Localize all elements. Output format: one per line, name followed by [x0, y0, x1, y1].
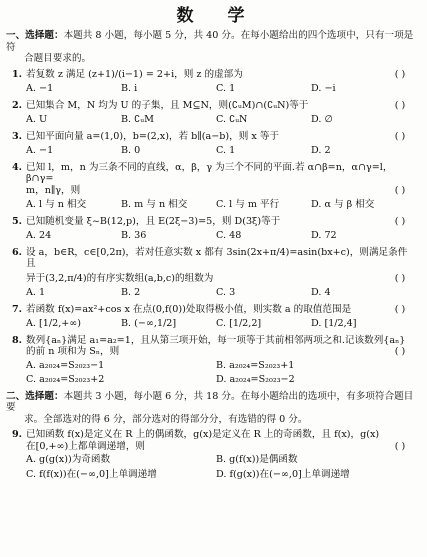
option-c: C. 48 [216, 230, 242, 242]
option-c: C. [1/2,2] [216, 318, 262, 330]
option-d: D. −i [311, 83, 336, 95]
question-number: 8. [12, 334, 23, 346]
option-b: B. ∁ᵤM [121, 114, 154, 126]
question-number: 5. [12, 215, 23, 227]
question-2 [6, 100, 415, 126]
page-title: 数 学 [176, 6, 259, 26]
option-a: A. −1 [26, 83, 54, 95]
answer-paren: ( ) [394, 184, 406, 196]
answer-paren: ( ) [394, 346, 406, 358]
section-instructions-cont: 合题目要求的。 [24, 53, 92, 65]
option-a: A. l 与 n 相交 [26, 199, 87, 211]
answer-paren: ( ) [394, 215, 406, 227]
section-label: 一、选择题： [6, 30, 64, 42]
option-d: D. 4 [311, 287, 331, 299]
option-b: B. i [121, 83, 138, 95]
question-9 [6, 429, 415, 480]
question-number: 4. [12, 161, 23, 173]
question-stem: 已知随机变量 ξ~B(12,p)，且 E(2ξ−3)=5，则 D(3ξ)等于 [26, 215, 281, 227]
question-stem: 数列{aₙ}满足 a₁=a₂=1，且从第三项开始，每一项等于其前相邻两项之和.记该数列{aₙ} [26, 334, 406, 346]
question-number: 6. [12, 246, 23, 258]
question-stem: 设 a，b∈R，c∈[0,2π)，若对任意实数 x 都有 3sin(2x+π/4)=asin(bx+c)，则满足条件且 [26, 246, 408, 270]
option-b: B. a₂₀₂₄=S₂₀₂₃+1 [216, 359, 295, 371]
question-4 [6, 162, 415, 211]
question-stem-cont: 的前 n 项和为 Sₙ，则 [26, 346, 120, 358]
question-stem: 若复数 z 满足 (z+1)/(i−1) = 2+i，则 z 的虚部为 [26, 68, 243, 80]
option-a: A. [1/2,+∞) [26, 318, 82, 330]
question-1 [6, 69, 415, 95]
section-instructions-cont: 求。全部选对的得 6 分，部分选对的得部分分，有选错的得 0 分。 [24, 413, 308, 425]
option-d: D. α 与 β 相交 [311, 199, 375, 211]
answer-paren: ( ) [394, 272, 406, 284]
question-5 [6, 216, 415, 242]
question-stem-cont: 在[0,+∞)上都单调递增，则 [26, 440, 146, 452]
option-c: C. ∁ᵤN [216, 114, 248, 126]
option-a: A. U [26, 114, 48, 126]
option-c: C. 1 [216, 145, 236, 157]
section-instructions: 本题共 3 小题，每小题 6 分，共 18 分。在每小题给出的选项中，有多项符合题目要 [6, 390, 414, 414]
option-c: C. f(f(x))在(−∞,0]上单调递增 [26, 468, 157, 480]
option-d: D. ∅ [311, 114, 333, 126]
option-d: D. 2 [311, 145, 331, 157]
answer-paren: ( ) [394, 440, 406, 452]
option-d: D. f(g(x))在(−∞,0]上单调递增 [216, 468, 350, 480]
option-d: D. a₂₀₂₄=S₂₀₂₃−2 [216, 374, 295, 386]
option-b: B. (−∞,1/2] [121, 318, 177, 330]
question-stem: 已知平面向量 a=(1,0)，b=(2,x)，若 b∥(a−b)，则 x 等于 [26, 130, 280, 142]
question-stem: 已知集合 M，N 均为 U 的子集，且 M⊆N，则(∁ᵤM)∩(∁ᵤN)等于 [26, 99, 309, 111]
section-label: 二、选择题： [6, 390, 64, 402]
option-a: A. 1 [26, 287, 46, 299]
option-b: B. 2 [121, 287, 141, 299]
option-c: C. 3 [216, 287, 236, 299]
option-b: B. 0 [121, 145, 141, 157]
option-c: C. l 与 m 平行 [216, 199, 280, 211]
option-d: D. [1/2,4] [311, 318, 357, 330]
option-b: B. g(f(x))是偶函数 [216, 454, 298, 466]
option-c: C. a₂₀₂₄=S₂₀₂₃+2 [26, 374, 105, 386]
question-7 [6, 304, 415, 330]
answer-paren: ( ) [394, 130, 406, 142]
question-number: 7. [12, 303, 23, 315]
option-a: A. a₂₀₂₄=S₂₀₂₃−1 [26, 359, 105, 371]
question-number: 3. [12, 130, 23, 142]
option-a: A. 24 [26, 230, 52, 242]
option-d: D. 72 [311, 230, 337, 242]
option-b: B. 36 [121, 230, 147, 242]
question-stem: 已知 l，m，n 为三条不同的直线，α，β，γ 为三个不同的平面.若 α∩β=n，α∩γ=l，β∩γ= [26, 161, 393, 185]
section-instructions: 本题共 8 小题，每小题 5 分，共 40 分。在每小题给出的四个选项中，只有一项是符 [6, 30, 414, 53]
question-6 [6, 247, 415, 299]
answer-paren: ( ) [394, 303, 406, 315]
option-a: A. −1 [26, 145, 54, 157]
option-c: C. 1 [216, 83, 236, 95]
question-3 [6, 131, 415, 157]
question-8 [6, 335, 415, 386]
question-stem-cont: m，n∥γ，则 [26, 184, 81, 196]
question-stem-cont: 异于(3,2,π/4)的有序实数组(a,b,c)的组数为 [26, 272, 214, 284]
section-heading-2 [6, 391, 415, 426]
question-number: 9. [12, 429, 23, 441]
question-stem: 若函数 f(x)=ax²+cos x 在点(0,f(0))处取得极小值，则实数 a 的取值范围是 [26, 303, 352, 315]
option-b: B. m 与 n 相交 [121, 199, 188, 211]
answer-paren: ( ) [394, 99, 406, 111]
question-number: 2. [12, 99, 23, 111]
option-a: A. g(g(x))为奇函数 [26, 454, 111, 466]
section-heading-1 [6, 30, 415, 65]
question-stem: 已知函数 f(x)是定义在 R 上的偶函数，g(x)是定义在 R 上的奇函数，且 f(x)，g(x) [26, 429, 380, 441]
question-number: 1. [12, 68, 23, 80]
answer-paren: ( ) [394, 68, 406, 80]
